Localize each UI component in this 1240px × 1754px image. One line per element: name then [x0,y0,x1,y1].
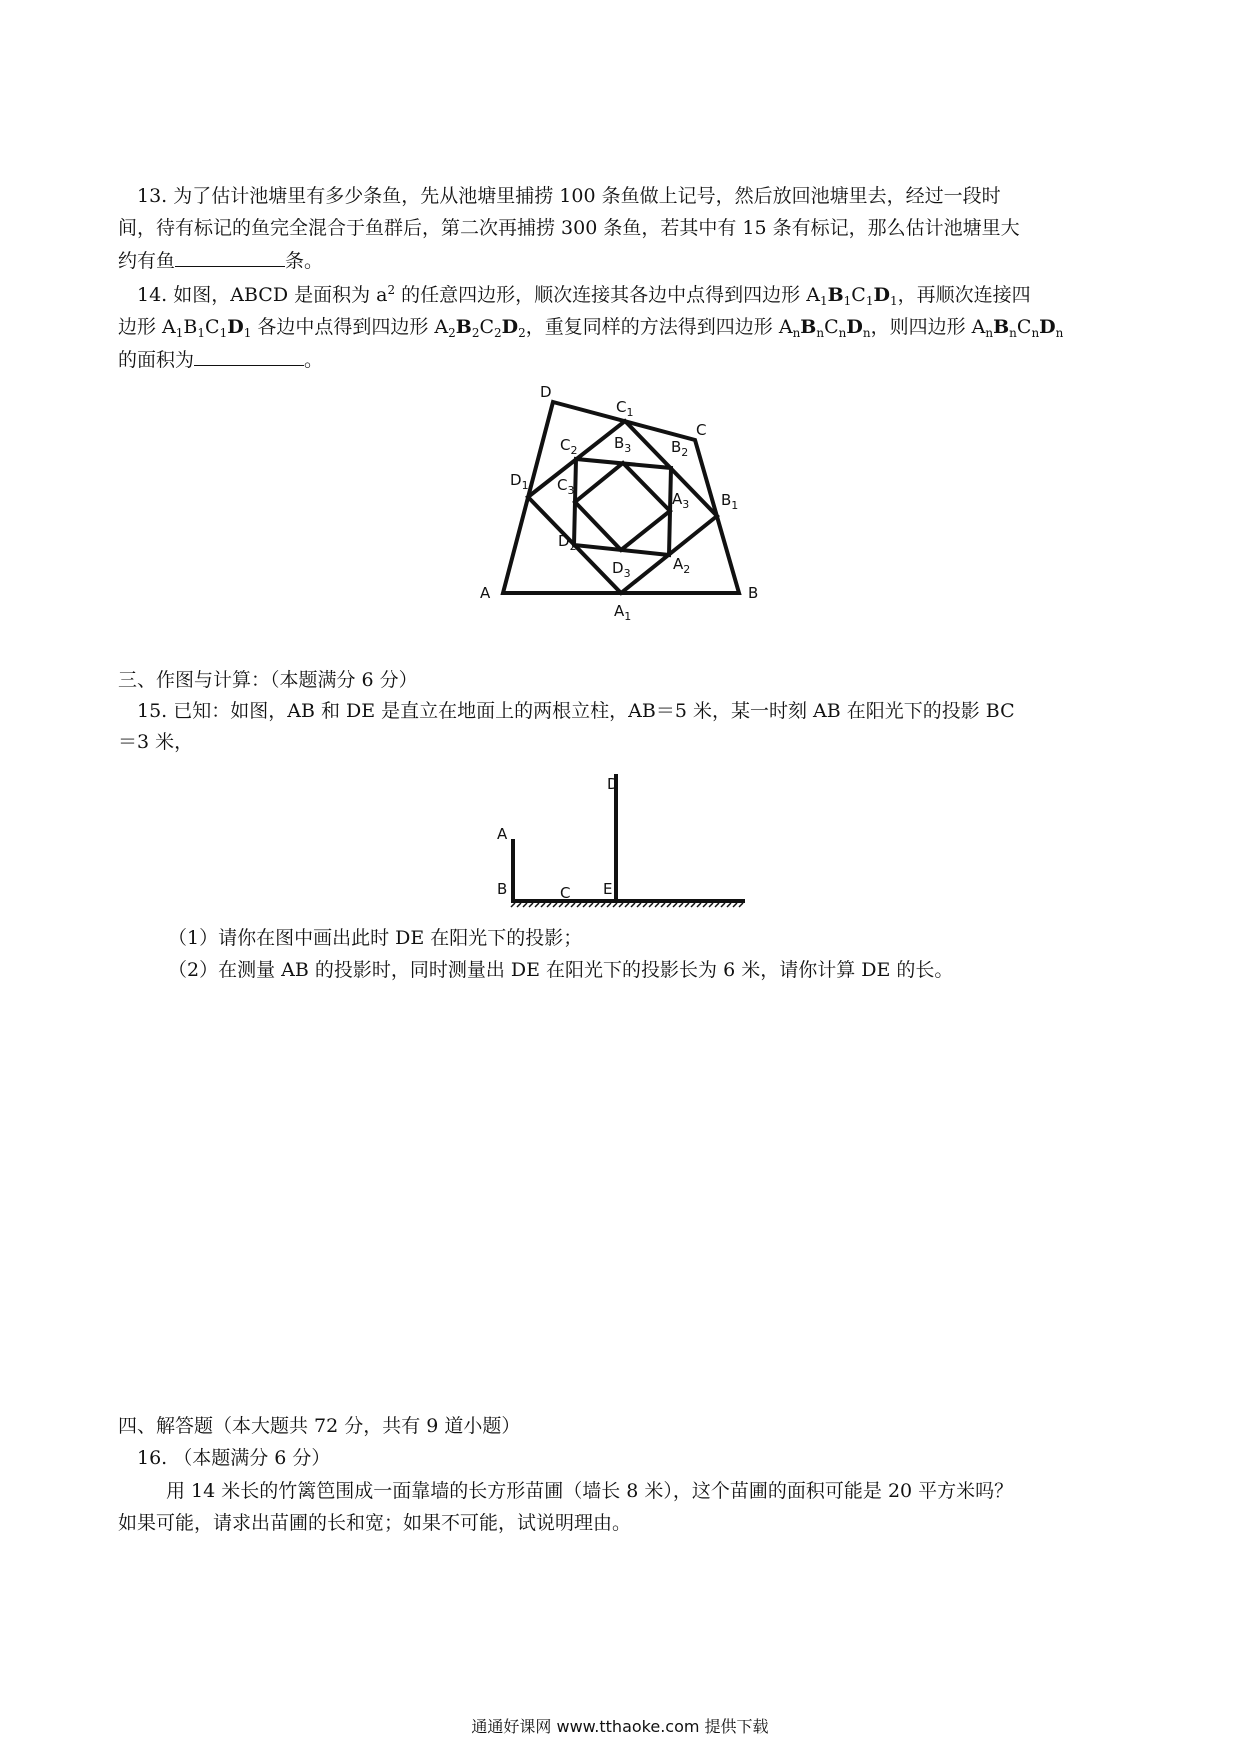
q14-text: D [227,316,244,338]
label-C2: $C_2$ [560,436,578,457]
q14-sub: 1 [819,294,828,308]
label-A: A [480,584,491,602]
label-C: C [696,421,707,439]
q14-text: D [873,284,890,306]
q14-text: ，再顺次连接四 [897,284,1031,306]
q14-sub: n [1031,326,1040,340]
figure-14-svg [470,380,790,620]
label-B: B [748,584,759,602]
q14-line2 [118,315,1063,339]
q14-text: C [851,284,866,306]
q14-line3-pre: 的面积为 [118,349,195,371]
q14-text: C [1016,316,1032,338]
q14-text: B [827,284,844,306]
q16-title: 16. （本题满分 6 分） [137,1447,331,1469]
q14-sub: 1 [197,326,206,340]
q13-line2: 间，待有标记的鱼完全混合于鱼群后，第二次再捕捞 300 条鱼，若其中有 15 条有标记，那么估计池塘里大 [118,217,1020,239]
q14-sub: n [985,326,994,340]
label-D1: $D_1$ [510,471,529,492]
q13-line1: 13. 为了估计池塘里有多少条鱼，先从池塘里捕捞 100 条鱼做上记号，然后放回池塘里去，经过一段时 [137,185,1001,207]
label-A2: $A_2$ [673,555,691,576]
label-B1: $B_1$ [721,491,739,512]
q14-text: C [479,316,495,338]
label-E: E [603,880,613,898]
figure-15-svg [490,764,760,924]
q13-answer-blank [175,248,285,267]
q14-text: D [1039,316,1056,338]
q14-sub: n [1055,326,1064,340]
q14-text: B [183,316,198,338]
q16-line1: 用 14 米长的竹篱笆围成一面靠墙的长方形苗圃（墙长 8 米），这个苗圃的面积可能是 20 平方米吗？ [166,1480,1014,1502]
q14-sub: 1 [865,294,874,308]
q14-answer-blank [194,347,304,366]
q14-text: D [501,316,519,338]
section3-heading: 三、作图与计算：（本题满分 6 分） [118,669,418,691]
label-C1: $C_1$ [616,398,634,419]
q14-text: 的任意四边形，顺次连接其各边中点得到四边形 A [395,284,820,306]
q14-sub: 1 [843,294,852,308]
q14-line1 [137,283,1031,307]
label-C: C [560,884,571,902]
q14-text: D [846,316,863,338]
label-B2: $B_2$ [671,438,689,459]
label-A: A [497,825,508,843]
q13-line3 [118,248,323,273]
q14-sub: 1 [175,326,184,340]
q14-line3-post: 。 [304,349,324,371]
q14-sub: 1 [889,294,898,308]
q14-text: B [455,316,472,338]
q14-sub: 2 [471,326,480,340]
quad-A2B2C2D2 [574,459,671,555]
label-D: D [607,775,619,793]
label-C3: $C_3$ [557,476,575,497]
figure-15 [490,764,760,928]
ground-hatching [511,903,743,907]
label-D: D [540,383,552,401]
q14-text: 各边中点得到四边形 A [251,316,449,338]
q15-line1: 15. 已知：如图，AB 和 DE 是直立在地面上的两根立柱，AB＝5 米，某一时刻 AB 在阳光下的投影 BC [137,700,1015,722]
section4-heading: 四、解答题（本大题共 72 分，共有 9 道小题） [118,1415,521,1437]
q14-text: C [205,316,220,338]
q14-sub: n [862,326,871,340]
label-B: B [497,880,508,898]
q14-text: ，重复同样的方法得到四边形 A [525,316,793,338]
q16-line2: 如果可能，请求出苗圃的长和宽；如果不可能，试说明理由。 [118,1512,632,1534]
label-D3: $D_3$ [612,559,631,580]
q14-text: B [800,316,817,338]
q13-line3-pre: 约有鱼 [118,250,176,272]
q14-sub: n [1009,326,1017,340]
q14-sub: 2 [518,326,526,340]
q14-sub: 2 [494,326,502,340]
q14-text: C [824,316,839,338]
q13-line3-post: 条。 [285,250,324,272]
page-footer: 通通好课网 www.tthaoke.com 提供下载 [471,1717,769,1736]
label-D2: $D_2$ [558,532,577,553]
quad-A3B3C3D3 [575,463,670,550]
q14-sub: n [838,326,847,340]
q14-text: 边形 A [118,316,176,338]
label-A3: $A_3$ [672,490,690,511]
q14-sub: n [816,326,825,340]
q14-line3 [118,347,323,372]
label-B3: $B_3$ [614,434,632,455]
q15-sub2: （2）在测量 AB 的投影时，同时测量出 DE 在阳光下的投影长为 6 米，请你计算 DE 的长。 [168,959,954,981]
q15-line2: ＝3 米， [118,731,194,753]
q14-sub: 1 [219,326,228,340]
label-A1: $A_1$ [614,602,632,620]
figure-14 [470,380,790,624]
q14-text: B [993,316,1010,338]
q14-sub: 2 [448,326,456,340]
q15-sub1: （1）请你在图中画出此时 DE 在阳光下的投影； [168,927,583,949]
q14-sub: 1 [243,326,252,340]
q14-text: 14. 如图，ABCD 是面积为 a [137,284,388,306]
q14-sub: n [792,326,801,340]
q14-text: ，则四边形 A [870,316,986,338]
q14-sup: 2 [387,283,396,297]
